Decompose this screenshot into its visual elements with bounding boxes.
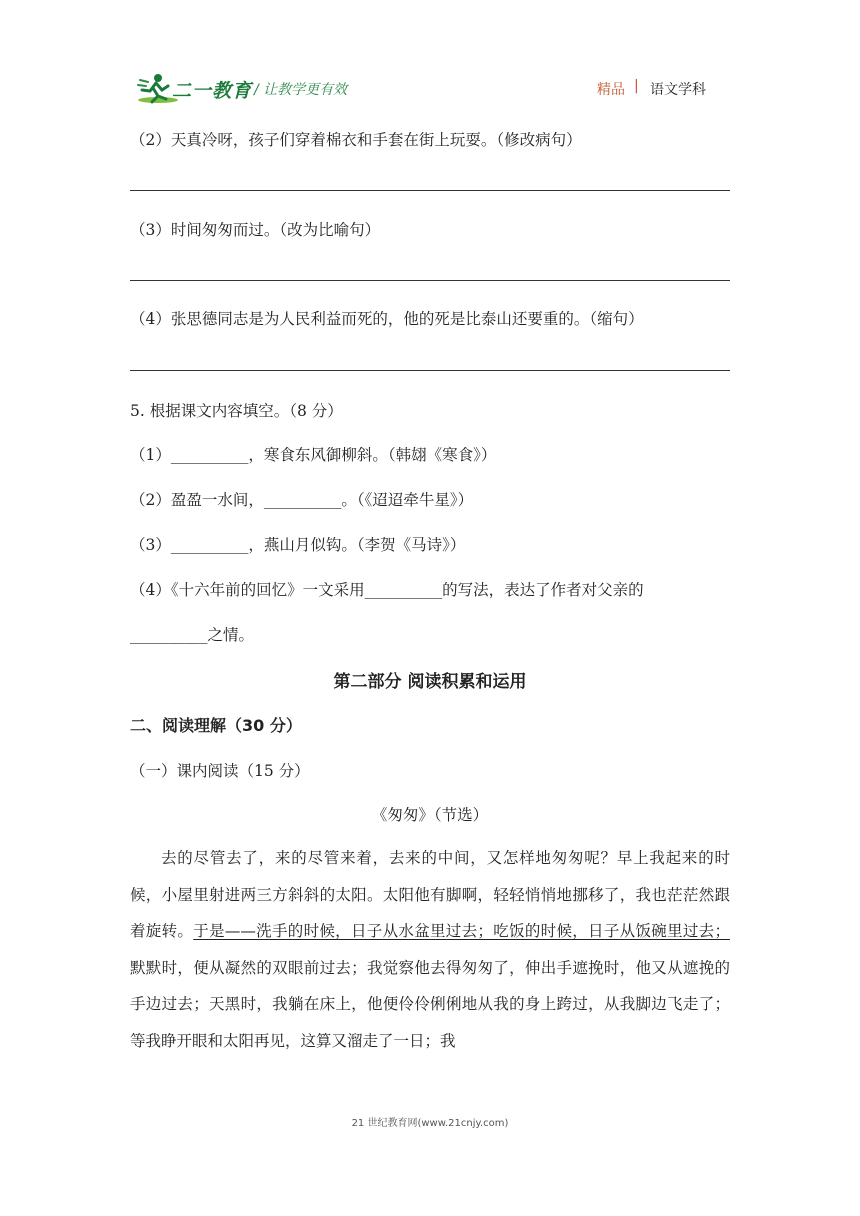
question-5-2: （2）盈盈一水间，__________。（《迢迢牵牛星》） <box>130 491 474 509</box>
answer-line-4-4 <box>130 370 730 371</box>
question-5-4-line1: （4）《十六年前的回忆》一文采用__________的写法，表达了作者对父亲的 <box>130 581 644 599</box>
badge-separator: | <box>634 78 639 94</box>
passage-title: 《匆匆》（节选） <box>371 806 489 824</box>
answer-line-4-2 <box>130 190 730 191</box>
question-4-4: （4）张思德同志是为人民利益而死的，他的死是比泰山还要重的。（缩句） <box>130 310 644 328</box>
answer-line-4-3 <box>130 280 730 281</box>
passage-text-start: 去的尽管去了，来的尽管来着，去来的中间，又怎样地匆匆呢？早上我起来的时候，小屋里射进两三方斜斜的太阳。太阳他有脚啊，轻轻悄悄地挪移了，我也茫茫然跟着旋转。 <box>130 849 730 940</box>
question-4-3: （3）时间匆匆而过。（改为比喻句） <box>130 221 381 239</box>
page-header <box>0 0 860 110</box>
question-5-1: （1）__________，寒食东风御柳斜。（韩翃《寒食》） <box>130 446 497 464</box>
page-footer: 21 世纪教育网(www.21cnjy.com) <box>351 1118 509 1129</box>
question-5-4-line2: __________之情。 <box>130 626 255 644</box>
brand-slogan: / 让教学更有效 <box>254 82 348 98</box>
brand-logo-text: 二一教育 <box>172 80 253 102</box>
part-two-title: 第二部分 阅读积累和运用 <box>333 672 527 692</box>
question-4-2: （2）天真冷呀，孩子们穿着棉衣和手套在街上玩耍。（修改病句） <box>130 131 582 149</box>
reading-subsection-title: （一）课内阅读（15 分） <box>130 762 310 780</box>
reading-section-title: 二、阅读理解（30 分） <box>130 716 302 735</box>
quality-badge: 精品 <box>597 82 625 98</box>
question-5-title: 5. 根据课文内容填空。（8 分） <box>130 402 343 420</box>
passage-underlined-text: 于是——洗手的时候，日子从水盆里过去；吃饭的时候，日子从饭碗里过去； <box>193 922 730 940</box>
passage-paragraph <box>130 840 730 1059</box>
question-5-3: （3）__________，燕山月似钩。（李贺《马诗》） <box>130 536 466 554</box>
subject-label: 语文学科 <box>650 82 706 98</box>
passage-text-end: 默默时，便从凝然的双眼前过去；我觉察他去得匆匆了，伸出手遮挽时，他又从遮挽的手边过去；天黑时，我躺在床上，他便伶伶俐俐地从我的身上跨过，从我脚边飞走了；等我睁开眼和太阳再见，这算又溜走了一日；我 <box>130 958 730 1050</box>
